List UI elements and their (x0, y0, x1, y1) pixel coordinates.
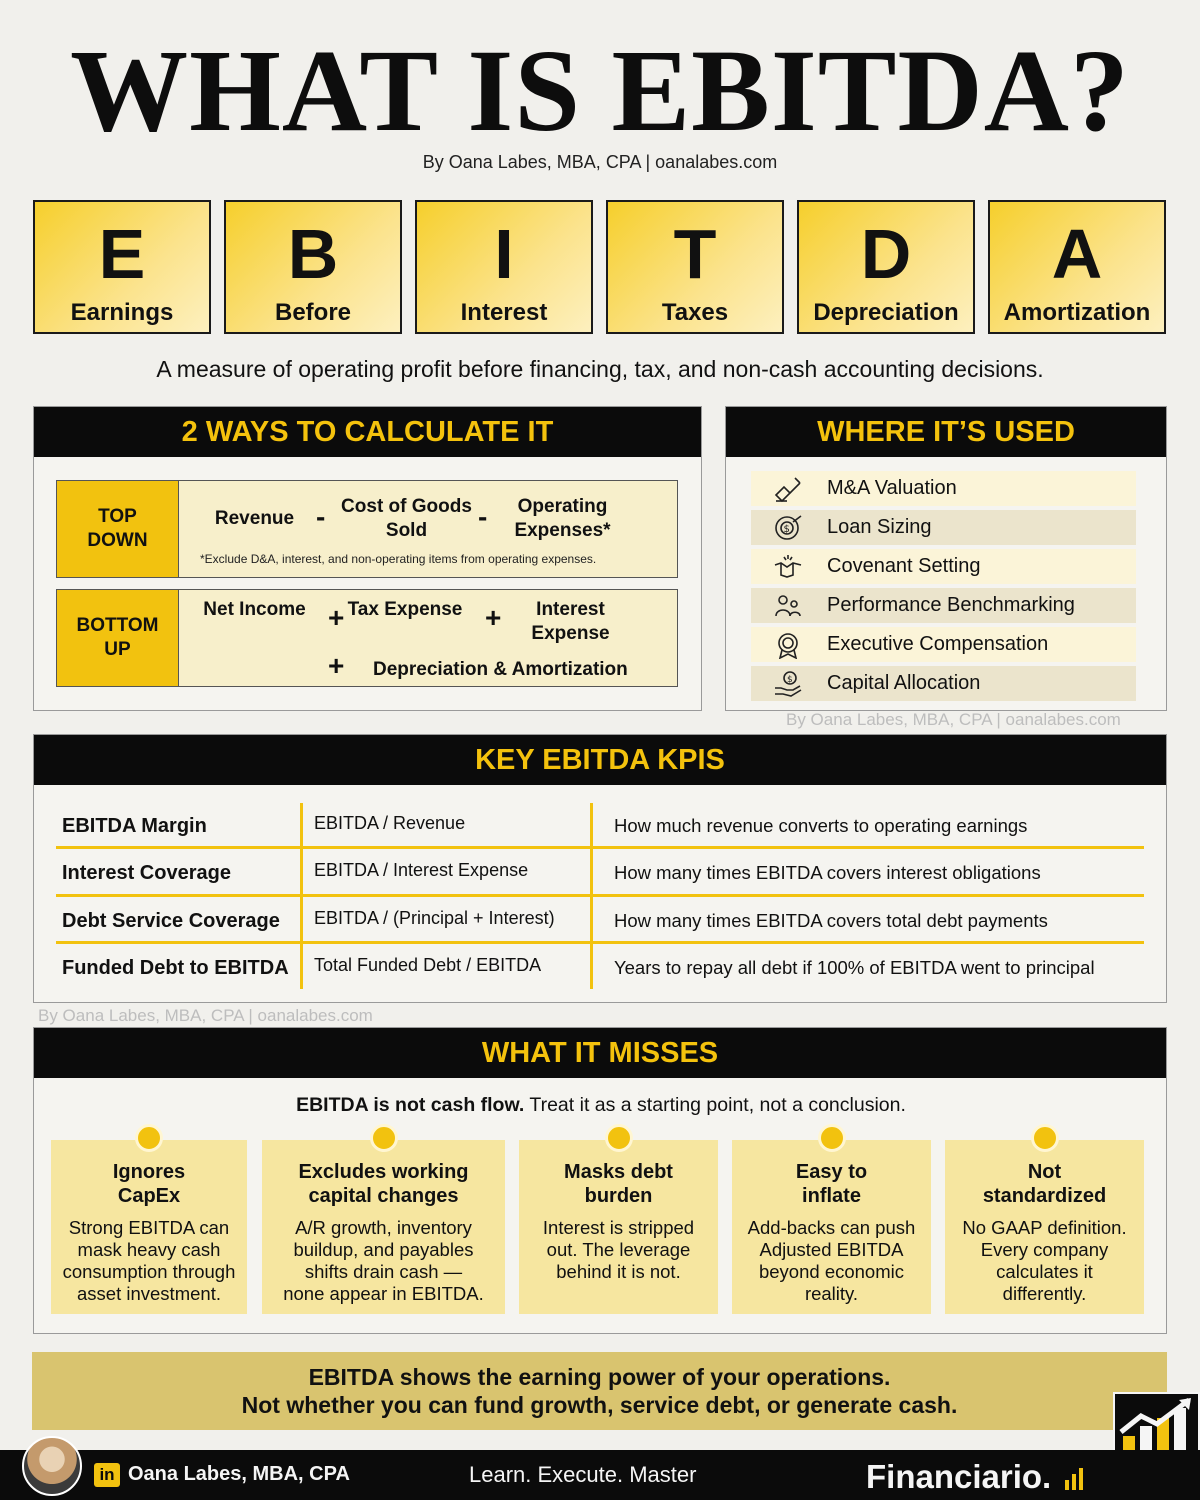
letter-tile-a (988, 200, 1166, 334)
banner-line-2: Not whether you can fund growth, service debt, or generate cash. (241, 1392, 958, 1418)
kpi-description: How many times EBITDA covers total debt payments (614, 910, 1048, 931)
use-item (751, 666, 1136, 701)
bottom-up-label: BOTTOM UP (57, 590, 179, 686)
miss-card-title: Masks debt burden (564, 1161, 673, 1207)
miss-card (51, 1140, 247, 1314)
svg-text:$: $ (783, 523, 790, 535)
dollar-target-icon (771, 513, 805, 543)
miss-card (732, 1140, 931, 1314)
letter-tile-e (33, 200, 211, 334)
kpi-formula: Total Funded Debt / EBITDA (314, 955, 542, 975)
da-term: Depreciation & Amortization (373, 659, 628, 680)
tile-word: Amortization (1003, 299, 1151, 326)
byline: By Oana Labes, MBA, CPA | oanalabes.com (422, 152, 778, 172)
uses-panel-header: WHERE IT’S USED (726, 407, 1166, 457)
pin-icon (818, 1124, 846, 1152)
revenue-term: Revenue (214, 508, 295, 529)
tax-expense-term: Tax Expense (347, 599, 463, 620)
plus-sign: + (328, 650, 345, 681)
misses-panel (33, 1027, 1167, 1334)
handshake-icon (771, 552, 805, 582)
tile-word: Interest (460, 299, 548, 326)
pin-icon (370, 1124, 398, 1152)
calc-panel-header: 2 WAYS TO CALCULATE IT (34, 407, 701, 457)
use-label: Capital Allocation (827, 672, 981, 694)
tile-letter: A (1051, 215, 1103, 293)
misses-intro-rest: Treat it as a starting point, not a conclusion. (524, 1094, 906, 1116)
bar-chart-logo-icon (1115, 1396, 1198, 1458)
use-label: M&A Valuation (827, 477, 957, 499)
miss-card-title: Easy to inflate (795, 1161, 868, 1207)
kpi-formula: EBITDA / Revenue (314, 813, 466, 833)
brand-name: Financiario. (866, 1458, 1052, 1495)
kpi-panel (33, 734, 1167, 1003)
letter-tile-d (797, 200, 975, 334)
letter-tile-b (224, 200, 402, 334)
award-icon (771, 630, 805, 660)
kpi-name: Interest Coverage (62, 862, 231, 884)
svg-text:$: $ (787, 674, 793, 685)
author-name: Oana Labes, MBA, CPA (128, 1463, 350, 1485)
kpi-divider (56, 846, 1144, 849)
misses-intro (34, 1094, 1168, 1117)
use-item (751, 627, 1136, 662)
miss-card-body: Strong EBITDA can mask heavy cash consumption through asset investment. (62, 1217, 236, 1304)
use-label: Performance Benchmarking (827, 594, 1075, 616)
top-down-note: *Exclude D&A, interest, and non-operating items from operating expenses. (200, 552, 597, 566)
miss-card-body: Interest is stripped out. The leverage behind it is not. (542, 1217, 695, 1282)
use-item (751, 510, 1136, 545)
calc-panel (33, 406, 702, 711)
tile-letter: I (494, 215, 514, 293)
interest-expense-term: Interest Expense (531, 599, 610, 644)
miss-card-body: No GAAP definition. Every company calculates it differently. (962, 1217, 1127, 1304)
definition-text: A measure of operating profit before financing, tax, and non-cash accounting decisions. (156, 356, 1044, 382)
bottom-up-row (56, 589, 678, 687)
pin-icon (1031, 1124, 1059, 1152)
kpi-formula: EBITDA / (Principal + Interest) (314, 908, 555, 928)
miss-card-title: Not standardized (982, 1161, 1107, 1207)
tagline: Learn. Execute. Master (469, 1462, 697, 1487)
miss-card-title: Excludes working capital changes (298, 1161, 469, 1207)
tile-word: Earnings (70, 299, 174, 326)
kpi-name: Funded Debt to EBITDA (62, 957, 289, 979)
footer-bar (0, 1450, 1200, 1500)
tile-letter: B (287, 215, 339, 293)
minus-sign: - (316, 501, 326, 532)
use-label: Executive Compensation (827, 633, 1049, 655)
kpi-divider (56, 894, 1144, 897)
letter-tile-t (606, 200, 784, 334)
tile-letter: D (860, 215, 912, 293)
use-label: Covenant Setting (827, 555, 981, 577)
use-item (751, 471, 1136, 506)
kpi-name: Debt Service Coverage (62, 910, 280, 932)
misses-panel-header: WHAT IT MISSES (34, 1028, 1166, 1078)
tile-word: Taxes (661, 299, 729, 326)
kpi-description: How many times EBITDA covers interest obligations (614, 862, 1041, 883)
use-label: Loan Sizing (827, 516, 932, 538)
kpi-description: How much revenue converts to operating earnings (614, 815, 1028, 836)
miss-card (945, 1140, 1144, 1314)
tile-letter: E (98, 215, 146, 293)
handshake-pen-icon (771, 474, 805, 504)
letter-tile-i (415, 200, 593, 334)
banner-line-1: EBITDA shows the earning power of your operations. (308, 1364, 891, 1390)
misses-intro-bold: EBITDA is not cash flow. (296, 1094, 525, 1116)
miss-card (262, 1140, 505, 1314)
uses-panel (725, 406, 1167, 711)
linkedin-icon[interactable]: in (94, 1463, 120, 1487)
plus-sign: + (328, 602, 345, 633)
miss-card-title: Ignores CapEx (112, 1161, 186, 1207)
hand-coin-icon (771, 669, 805, 699)
kpi-divider (56, 941, 1144, 944)
kpi-panel-header: KEY EBITDA KPIS (34, 735, 1166, 785)
page-title: WHAT IS EBITDA? (70, 25, 1130, 156)
kpi-name: EBITDA Margin (62, 815, 207, 837)
people-chart-icon (771, 591, 805, 621)
pin-icon (605, 1124, 633, 1152)
miss-card-body: Add-backs can push Adjusted EBITDA beyond economic reality. (747, 1217, 916, 1304)
use-item (751, 588, 1136, 623)
opex-term: Operating Expenses* (514, 496, 611, 541)
watermark: By Oana Labes, MBA, CPA | oanalabes.com (38, 1006, 373, 1025)
avatar (22, 1436, 82, 1496)
plus-sign: + (485, 602, 502, 633)
miss-card-body: A/R growth, inventory buildup, and payables shifts drain cash — none appear in EBITDA. (283, 1217, 484, 1304)
cogs-term: Cost of Goods Sold (341, 496, 472, 541)
brand-bars-icon (1065, 1466, 1085, 1490)
top-down-row (56, 480, 678, 578)
top-down-label: TOP DOWN (57, 481, 179, 577)
summary-banner (32, 1352, 1167, 1430)
tile-letter: T (673, 215, 717, 293)
kpi-formula: EBITDA / Interest Expense (314, 860, 529, 880)
use-item (751, 549, 1136, 584)
tile-word: Before (274, 299, 352, 326)
watermark: By Oana Labes, MBA, CPA | oanalabes.com (786, 710, 1121, 729)
tile-word: Depreciation (813, 299, 959, 326)
pin-icon (135, 1124, 163, 1152)
miss-card (519, 1140, 718, 1314)
net-income-term: Net Income (203, 599, 306, 620)
minus-sign: - (478, 501, 488, 532)
kpi-description: Years to repay all debt if 100% of EBITDA went to principal (614, 957, 1095, 978)
